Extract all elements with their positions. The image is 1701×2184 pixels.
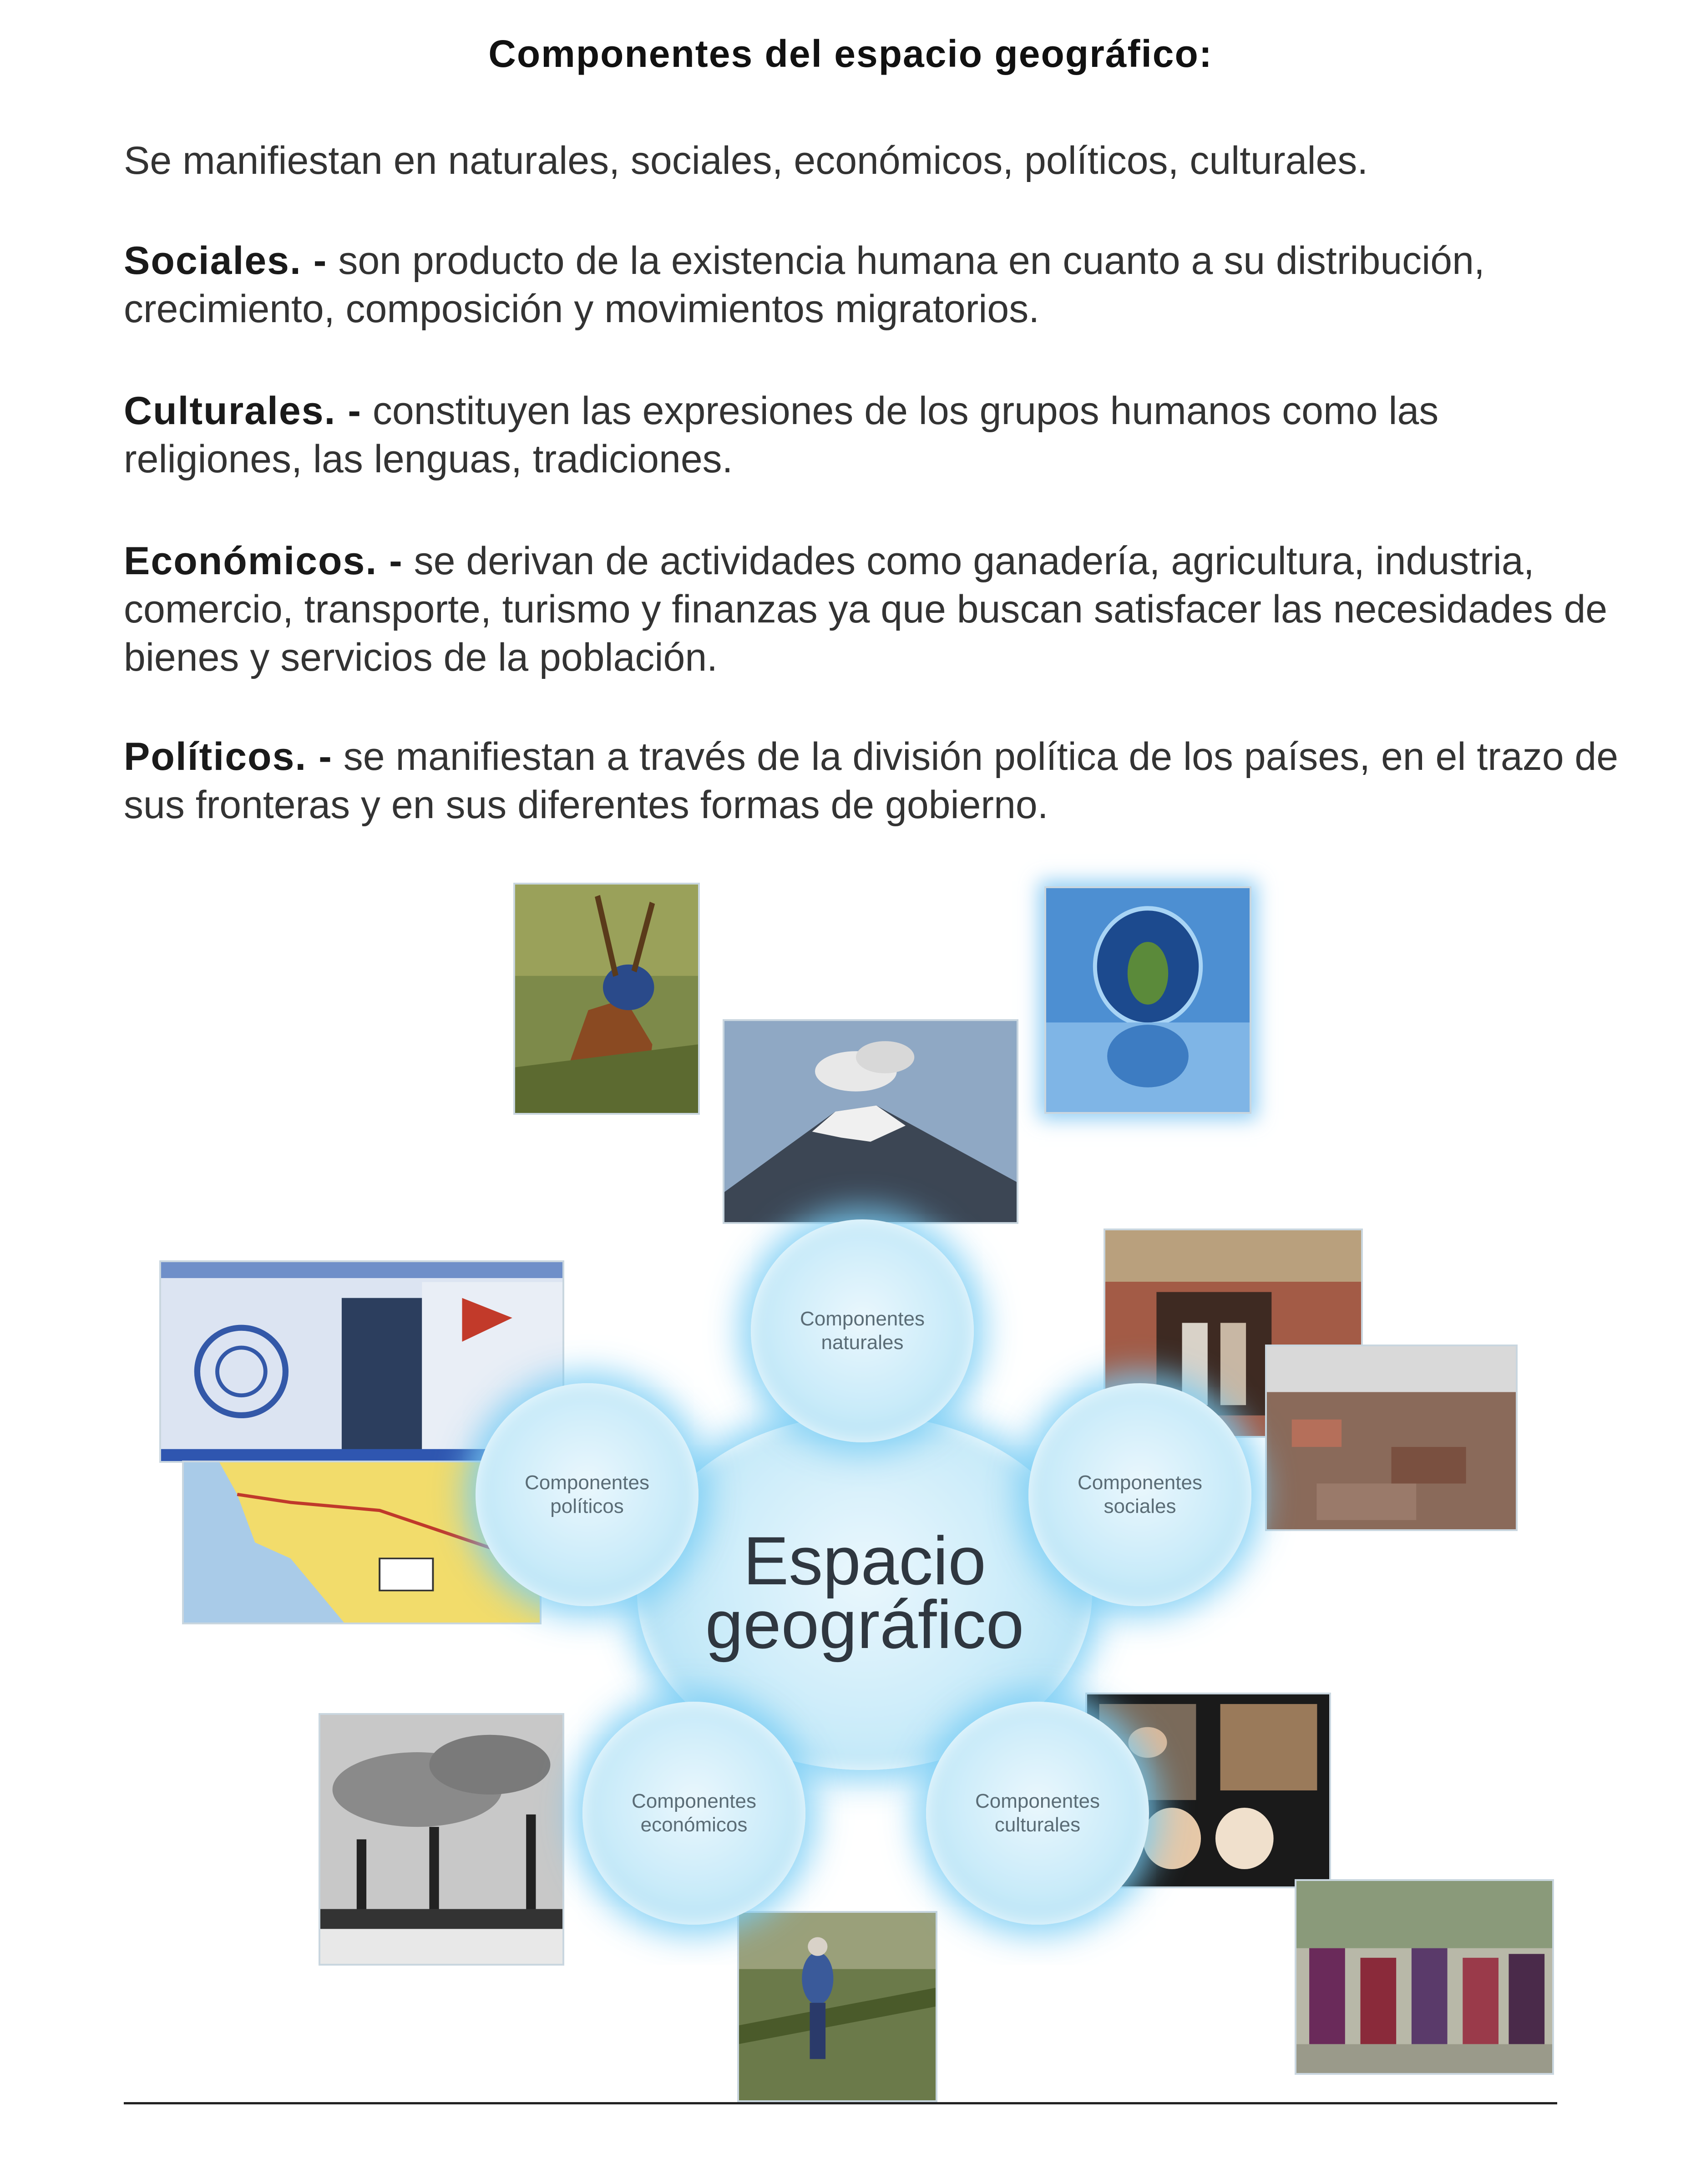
parade-dancers-photo <box>1295 1879 1554 2075</box>
town-aerial-photo <box>1265 1345 1518 1531</box>
circle-componentes-sociales <box>1028 1383 1251 1606</box>
politicos-line1: Componentes <box>525 1471 649 1494</box>
economicos-line2: económicos <box>640 1814 748 1836</box>
politicos-paragraph <box>124 733 1625 829</box>
factory-photo <box>319 1713 564 1966</box>
water-drop-photo <box>1044 886 1251 1114</box>
economicos-paragraph <box>124 537 1625 682</box>
culturales-text: constituyen las expresiones de los grupos humanos como las religiones, las lenguas, tradiciones. <box>124 389 1439 481</box>
sociales-term: Sociales. - <box>124 239 328 283</box>
sociales-line1: Componentes <box>1078 1471 1202 1494</box>
economicos-line1: Componentes <box>632 1790 756 1812</box>
circle-componentes-naturales <box>751 1219 974 1442</box>
politicos-line2: políticos <box>550 1495 624 1517</box>
naturales-line2: naturales <box>821 1331 904 1354</box>
politicos-term: Políticos. - <box>124 735 333 779</box>
bottom-rule <box>124 2102 1557 2104</box>
sociales-paragraph <box>124 237 1625 333</box>
center-line1: Espacio <box>743 1522 986 1599</box>
volcano-photo <box>723 1019 1018 1224</box>
deer-photo <box>513 883 700 1115</box>
culturales-term: Culturales. - <box>124 389 362 433</box>
culturales-paragraph <box>124 387 1625 483</box>
culturales-line2: culturales <box>994 1814 1081 1836</box>
culturales-line1: Componentes <box>975 1790 1100 1812</box>
center-line2: geográfico <box>705 1586 1024 1663</box>
economicos-text: se derivan de actividades como ganadería, agricultura, industria, comercio, transporte, turismo y finanzas ya que buscan satisfacer las necesidades de bienes y servicios de la población. <box>124 539 1608 679</box>
circle-componentes-politicos <box>476 1383 699 1606</box>
intro-paragraph: Se manifiestan en naturales, sociales, económicos, políticos, culturales. <box>124 139 1368 182</box>
sociales-line2: sociales <box>1104 1495 1176 1517</box>
espacio-geografico-diagram <box>0 855 1701 2129</box>
sociales-text: son producto de la existencia humana en cuanto a su distribución, crecimiento, composición y movimientos migratorios. <box>124 239 1485 331</box>
farmer-photo <box>737 1911 937 2102</box>
page-title: Componentes del espacio geográfico: <box>488 32 1213 75</box>
politicos-text: se manifiestan a través de la división política de los países, en el trazo de sus fronteras y en sus diferentes formas de gobierno. <box>124 735 1619 827</box>
naturales-line1: Componentes <box>800 1308 925 1330</box>
circle-componentes-economicos <box>582 1702 805 1925</box>
circle-componentes-culturales <box>926 1702 1149 1925</box>
economicos-term: Económicos. - <box>124 539 403 583</box>
